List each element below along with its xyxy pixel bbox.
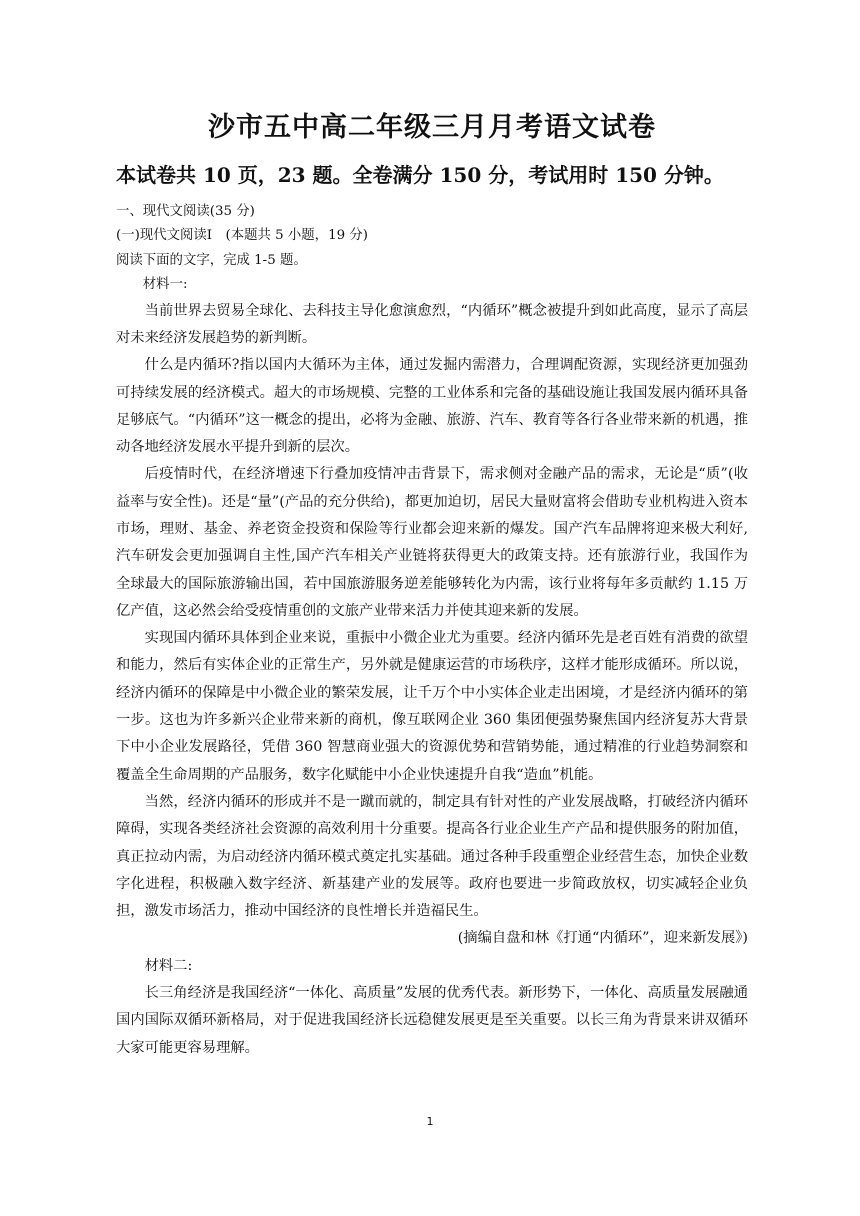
- page-number: 1: [426, 1115, 434, 1128]
- subsection-heading: (一)现代文阅读Ⅰ (本题共 5 小题，19 分): [116, 228, 368, 244]
- material-one-paragraph-2: 什么是内循环?指以国内大循环为主体，通过发掘内需潜力，合理调配资源，实现经济更加强劲可持续发展的经济模式。超大的市场规模、完整的工业体系和完备的基础设施让我国发展内循环具备足够底气。“内循环”这一概念的提出，必将为金融、旅游、汽车、教育等各行各业带来新的机遇，推动各地经济发展水平提升到新的层次。: [116, 357, 748, 456]
- reading-instruction: 阅读下面的文字，完成 1-5 题。: [116, 252, 307, 268]
- material-two-label: 材料二:: [144, 957, 193, 974]
- exam-title: 沙市五中高二年级三月月考语文试卷: [208, 112, 656, 143]
- section-heading: 一、现代文阅读(35 分): [116, 204, 255, 219]
- material-two-paragraph-1: 长三角经济是我国经济“一体化、高质量”发展的优秀代表。新形势下，一体化、高质量发展融通国内国际双循环新格局，对于促进我国经济长远稳健发展更是至关重要。以长三角为背景来讲双循环大家可能更容易理解。: [116, 985, 748, 1056]
- material-one-paragraph-3: 后疫情时代，在经济增速下行叠加疫情冲击背景下，需求侧对金融产品的需求，无论是“质”(收益率与安全性)。还是“量”(产品的充分供给)，都更加迫切，居民大量财富将会借助专业机构进入资本市场，理财、基金、养老资金投资和保险等行业都会迎来新的爆发。国产汽车品牌将迎来极大利好,汽车研发会更加强调自主性,国产汽车相关产业链将获得更大的政策支持。还有旅游行业，我国作为全球最大的国际旅游输出国，若中国旅游服务逆差能够转化为内需，该行业将每年多贡献约 1.15 万亿产值，这必然会给受疫情重创的文旅产业带来活力并使其迎来新的发展。: [116, 466, 748, 619]
- material-one-paragraph-4: 实现国内循环具体到企业来说，重振中小微企业尤为重要。经济内循环先是老百姓有消费的欲望和能力，然后有实体企业的正常生产，另外就是健康运营的市场秩序，这样才能形成循环。所以说，经济内循环的保障是中小微企业的繁荣发展，让千万个中小实体企业走出困境，才是经济内循环的第一步。这也为许多新兴企业带来新的商机，像互联网企业 360 集团便强势聚焦国内经济复苏大背景下中小企业发展路径，凭借 360 智慧商业强大的资源优势和营销势能，通过精准的行业趋势洞察和覆盖全生命周期的产品服务，数字化赋能中小企业快速提升自我“造血”机能。: [116, 630, 748, 783]
- material-one-label: 材料一:: [142, 277, 188, 293]
- exam-summary: 本试卷共 10 页，23 题。全卷满分 150 分，考试用时 150 分钟。: [116, 163, 724, 187]
- material-one-paragraph-1: 当前世界去贸易全球化、去科技主导化愈演愈烈，“内循环”概念被提升到如此高度，显示了高层对未来经济发展趋势的新判断。: [116, 302, 748, 346]
- material-one-source: (摘编自盘和林《打通“内循环”，迎来新发展》): [457, 930, 748, 947]
- material-one-paragraph-5: 当然，经济内循环的形成并不是一蹴而就的，制定具有针对性的产业发展战略，打破经济内循环障碍，实现各类经济社会资源的高效利用十分重要。提高各行业企业生产产品和提供服务的附加值，真正拉动内需，为启动经济内循环模式奠定扎实基础。通过各种手段重塑企业经营生态，加快企业数字化进程，积极融入数字经济、新基建产业的发展等。政府也要进一步简政放权，切实减轻企业负担，激发市场活力，推动中国经济的良性增长并造福民生。: [116, 793, 748, 920]
